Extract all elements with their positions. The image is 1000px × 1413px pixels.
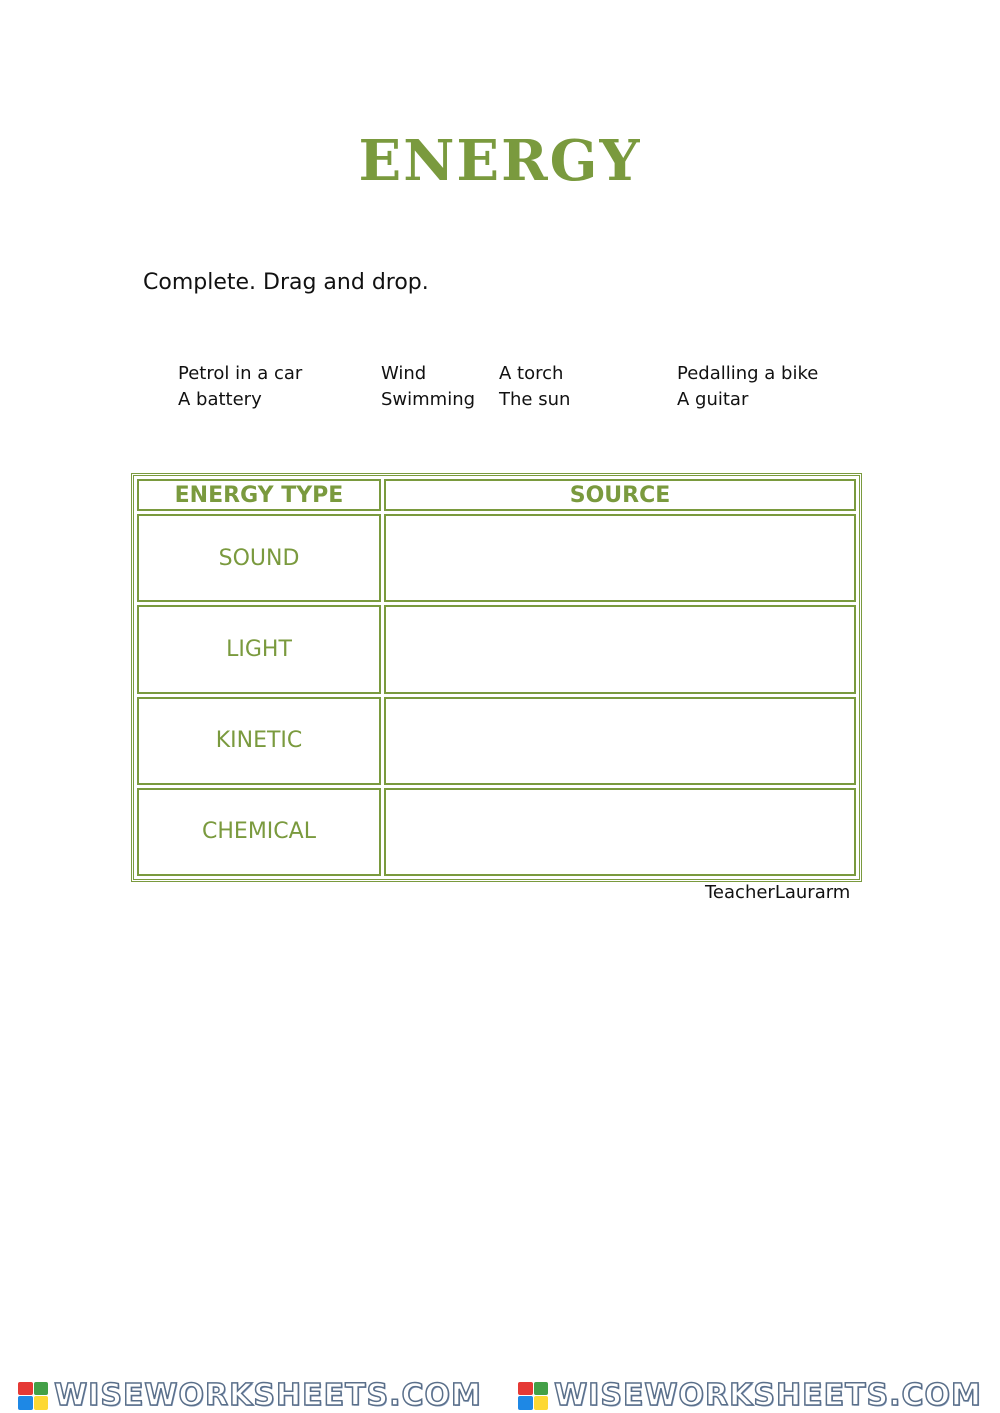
source-drop-zone[interactable]	[384, 697, 856, 785]
author-credit: TeacherLaurarm	[705, 882, 851, 903]
word-chip[interactable]: A battery	[178, 389, 262, 410]
source-drop-zone[interactable]	[384, 605, 856, 693]
word-chip[interactable]: Wind	[381, 363, 427, 384]
word-chip[interactable]: Pedalling a bike	[677, 363, 819, 384]
energy-type-cell: CHEMICAL	[137, 788, 381, 876]
energy-table	[131, 473, 862, 882]
footer-watermark	[0, 1378, 1000, 1413]
energy-type-cell: LIGHT	[137, 605, 381, 693]
brand-watermark	[518, 1378, 982, 1413]
table-row	[137, 514, 856, 602]
brand-text: WISEWORKSHEETS.COM	[54, 1378, 482, 1413]
table-row	[137, 697, 856, 785]
word-bank	[0, 0, 1000, 420]
table-header-row	[137, 479, 856, 511]
source-drop-zone[interactable]	[384, 788, 856, 876]
word-chip[interactable]: Swimming	[381, 389, 476, 410]
brand-watermark	[18, 1378, 482, 1413]
energy-type-cell: SOUND	[137, 514, 381, 602]
table-row	[137, 788, 856, 876]
word-chip[interactable]: A guitar	[677, 389, 749, 410]
page-title: ENERGY	[358, 128, 642, 194]
brand-logo-icon	[518, 1382, 548, 1410]
header-source: SOURCE	[384, 479, 856, 511]
brand-logo-icon	[18, 1382, 48, 1410]
brand-text: WISEWORKSHEETS.COM	[554, 1378, 982, 1413]
energy-type-cell: KINETIC	[137, 697, 381, 785]
instruction-text: Complete. Drag and drop.	[143, 270, 429, 295]
word-chip[interactable]: The sun	[499, 389, 571, 410]
header-energy-type: ENERGY TYPE	[137, 479, 381, 511]
table-row	[137, 605, 856, 693]
source-drop-zone[interactable]	[384, 514, 856, 602]
word-chip[interactable]: Petrol in a car	[178, 363, 303, 384]
word-chip[interactable]: A torch	[499, 363, 564, 384]
